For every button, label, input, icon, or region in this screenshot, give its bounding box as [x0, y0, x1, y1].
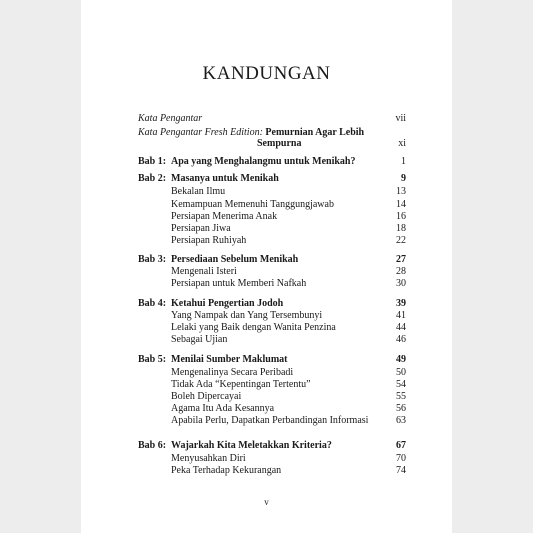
chapter-label: Bab 3:	[138, 254, 167, 265]
chapter-page: 39	[396, 298, 406, 309]
chapter-label: Bab 4:	[138, 298, 167, 309]
section-page: 14	[396, 199, 406, 210]
chapter-title: Apa yang Menghalangmu untuk Menikah?	[171, 156, 356, 167]
section-title: Apabila Perlu, Dapatkan Perbandingan Informasi	[171, 415, 369, 426]
section-title: Menyusahkan Diri	[171, 453, 246, 464]
section-page: 13	[396, 186, 406, 197]
section-title: Yang Nampak dan Yang Tersembunyi	[171, 310, 323, 321]
chapter-label: Bab 2:	[138, 173, 167, 184]
section-title: Peka Terhadap Kekurangan	[171, 465, 282, 476]
section-page: 63	[396, 415, 406, 426]
chapter-title: Ketahui Pengertian Jodoh	[171, 298, 284, 309]
section-title: Mengenali Isteri	[171, 266, 237, 277]
toc-fresh-edition-page: xi	[398, 138, 406, 149]
section-page: 22	[396, 235, 406, 246]
chapter-label: Bab 1:	[138, 156, 167, 167]
section-page: 55	[396, 391, 406, 402]
section-page: 16	[396, 211, 406, 222]
section-title: Persiapan Jiwa	[171, 223, 231, 234]
section-title: Sebagai Ujian	[171, 334, 228, 345]
chapter-label: Bab 5:	[138, 354, 167, 365]
section-page: 70	[396, 453, 406, 464]
section-title: Agama Itu Ada Kesannya	[171, 403, 275, 414]
toc-intro-title: Kata Pengantar	[138, 113, 203, 124]
chapter-page: 9	[401, 173, 406, 184]
section-title: Kemampuan Memenuhi Tanggungjawab	[171, 199, 334, 210]
chapter-label: Bab 6:	[138, 440, 167, 451]
page-title: KANDUNGAN	[202, 63, 331, 84]
section-title: Bekalan Ilmu	[171, 186, 226, 197]
chapter-title: Wajarkah Kita Meletakkan Kriteria?	[171, 440, 332, 451]
chapter-title: Masanya untuk Menikah	[171, 173, 279, 184]
chapter-page: 27	[396, 254, 406, 265]
book-page	[81, 0, 452, 533]
chapter-title: Persediaan Sebelum Menikah	[171, 254, 299, 265]
section-page: 50	[396, 367, 406, 378]
toc-fresh-edition-italic: Kata Pengantar Fresh Edition:	[138, 127, 263, 138]
toc-intro-page: vii	[395, 113, 406, 124]
chapter-page: 49	[396, 354, 406, 365]
section-title: Persiapan untuk Memberi Nafkah	[171, 278, 307, 289]
section-page: 30	[396, 278, 406, 289]
section-page: 56	[396, 403, 406, 414]
section-page: 18	[396, 223, 406, 234]
toc-fresh-edition-entry	[138, 127, 364, 139]
chapter-title: Menilai Sumber Maklumat	[171, 354, 288, 365]
section-title: Mengenalinya Secara Peribadi	[171, 367, 294, 378]
section-title: Lelaki yang Baik dengan Wanita Penzina	[171, 322, 336, 333]
section-title: Persiapan Ruhiyah	[171, 235, 247, 246]
chapter-page: 1	[401, 156, 406, 167]
section-title: Tidak Ada “Kepentingan Tertentu”	[171, 379, 311, 390]
section-title: Boleh Dipercayai	[171, 391, 242, 402]
section-title: Persiapan Menerima Anak	[171, 211, 278, 222]
section-page: 54	[396, 379, 406, 390]
chapter-page: 67	[396, 440, 406, 451]
page-number: v	[264, 497, 269, 507]
section-page: 46	[396, 334, 406, 345]
section-page: 74	[396, 465, 406, 476]
section-page: 28	[396, 266, 406, 277]
toc-fresh-edition-bold-line2: Sempurna	[257, 138, 302, 149]
section-page: 44	[396, 322, 406, 333]
toc-fresh-edition-bold: Pemurnian Agar Lebih	[265, 127, 365, 138]
section-page: 41	[396, 310, 406, 321]
